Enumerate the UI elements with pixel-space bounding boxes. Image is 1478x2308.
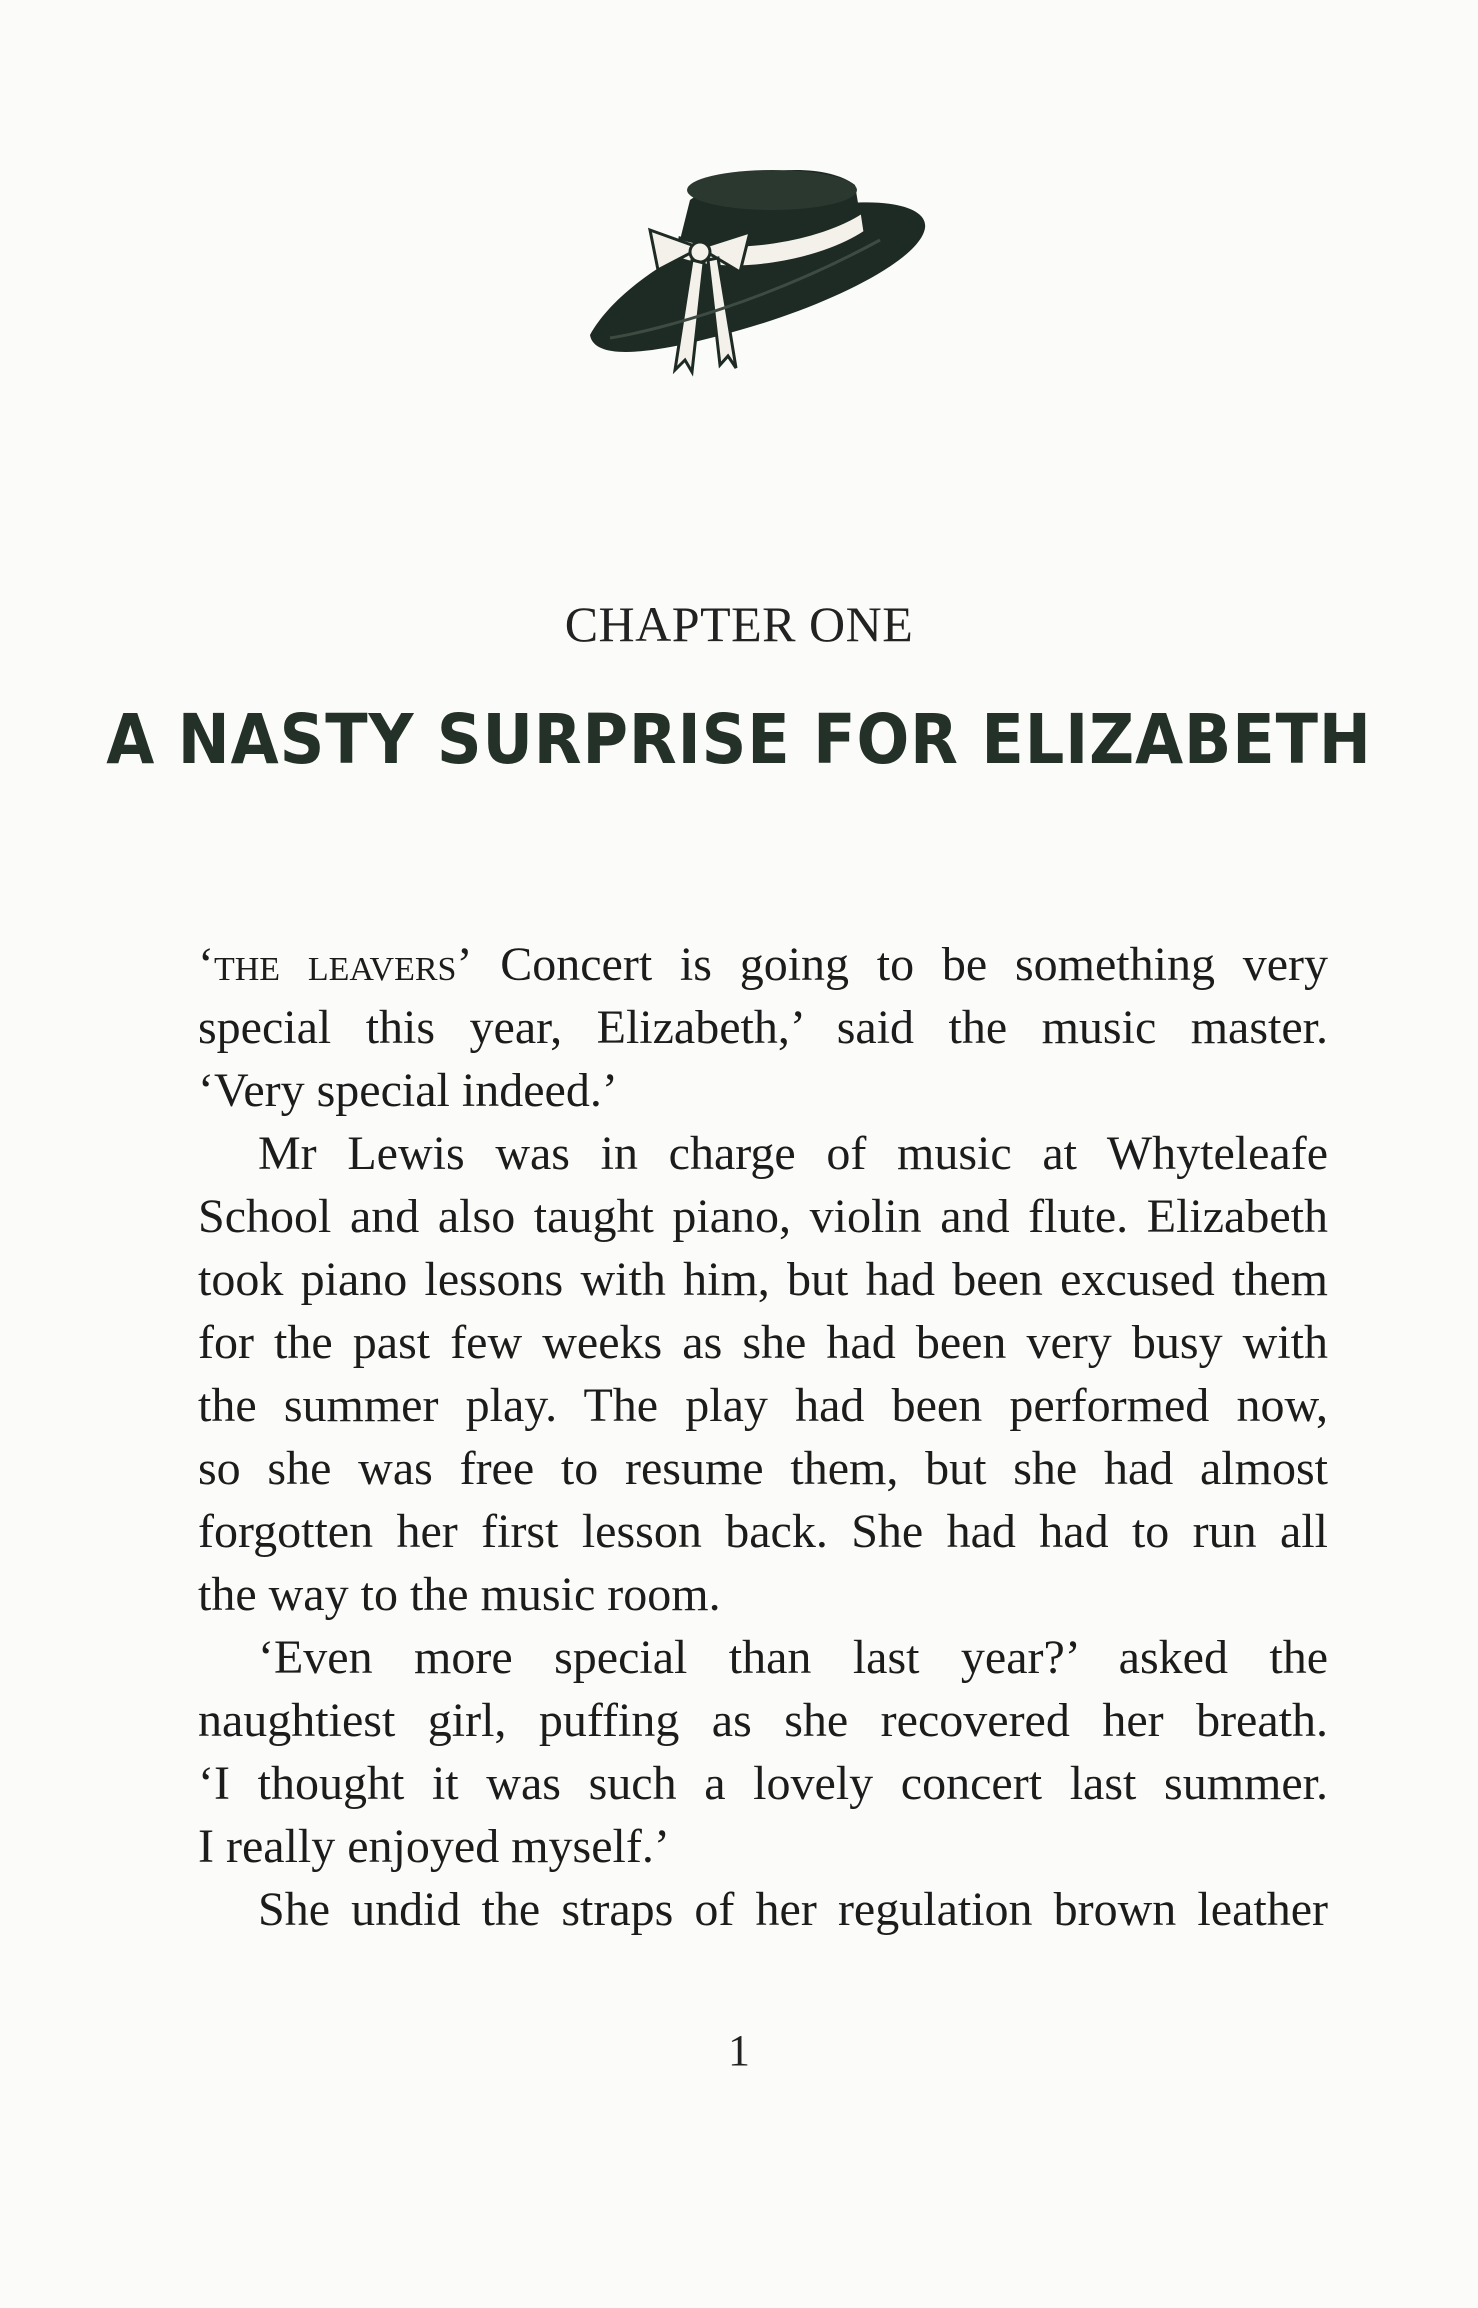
boater-hat-icon — [580, 160, 940, 410]
text-line: for the past few weeks as she had been very busy with — [198, 1316, 1328, 1369]
text-line: forgotten her first lesson back. She had had to run all — [198, 1505, 1328, 1558]
chapter-title: A NASTY SURPRISE FOR ELIZABETH — [106, 700, 1372, 780]
text-line: naughtiest girl, puffing as she recovered her breath. — [198, 1694, 1328, 1747]
text-line: She undid the straps of her regulation brown leather — [258, 1883, 1328, 1936]
text-line: ‘Even more special than last year?’ asked the — [258, 1631, 1328, 1684]
page-number: 1 — [728, 2026, 750, 2075]
text-line: so she was free to resume them, but she had almost — [198, 1442, 1328, 1495]
text-line: the way to the music room. — [198, 1568, 721, 1621]
text-line: Mr Lewis was in charge of music at Whyteleafe — [258, 1127, 1328, 1180]
text-line: took piano lessons with him, but had been excused them — [198, 1253, 1328, 1306]
text-line: School and also taught piano, violin and flute. Elizabeth — [198, 1190, 1328, 1243]
text-line: ‘Very special indeed.’ — [198, 1064, 618, 1117]
opening-line-rest: Concert is going to be something very — [500, 938, 1329, 991]
text-line: I really enjoyed myself.’ — [198, 1820, 670, 1873]
opening-words: ‘the leavers’ — [198, 938, 473, 991]
text-line: special this year, Elizabeth,’ said the music master. — [198, 1001, 1328, 1054]
chapter-label: CHAPTER ONE — [564, 596, 914, 652]
text-line: ‘I thought it was such a lovely concert last summer. — [198, 1757, 1328, 1810]
body-text — [198, 933, 1328, 1941]
text-line: the summer play. The play had been performed now, — [198, 1379, 1328, 1432]
text-line — [198, 933, 1328, 996]
